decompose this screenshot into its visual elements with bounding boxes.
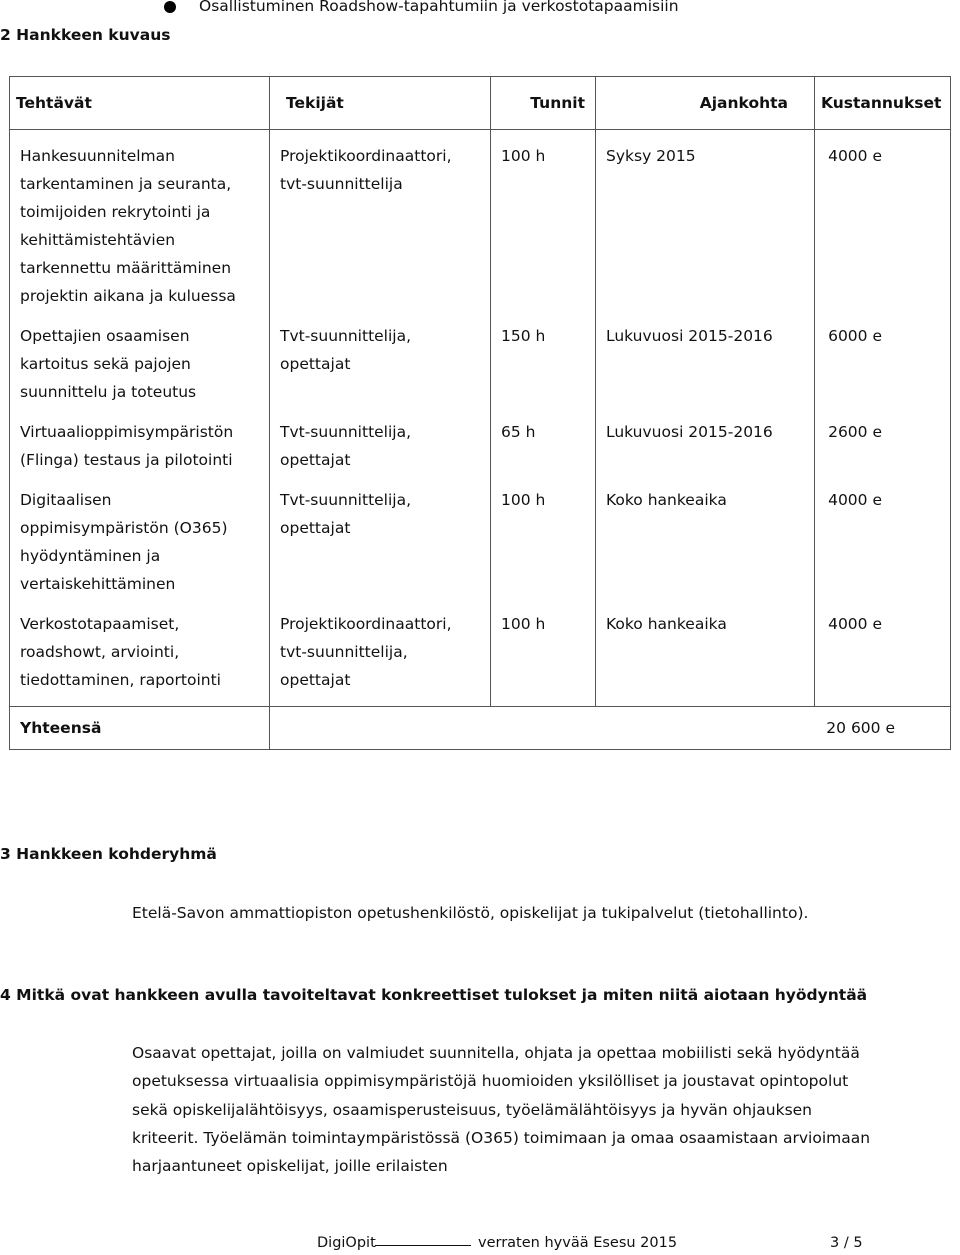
- total-value: 20 600 e: [270, 707, 951, 750]
- time-cell: Lukuvuosi 2015-2016: [596, 418, 815, 486]
- footer-title: DigiOpit: [317, 1235, 376, 1251]
- hours-cell: 100 h: [491, 130, 596, 323]
- task-cell: Hankesuunnitelman tarkentaminen ja seuranta, toimijoiden rekrytointi ja kehittämistehtävien tarkennettu määrittäminen projektin aikana ja kuluessa: [10, 130, 270, 323]
- time-cell: Koko hankeaika: [596, 610, 815, 707]
- hours-cell: 150 h: [491, 322, 596, 418]
- cost-cell: 6000 e: [815, 322, 951, 418]
- time-cell: Syksy 2015: [596, 130, 815, 323]
- section-2-heading: 2 Hankkeen kuvaus: [0, 26, 171, 44]
- table-row: [10, 130, 951, 323]
- table-row: [10, 322, 951, 418]
- hours-cell: 100 h: [491, 486, 596, 610]
- task-cell: Digitaalisen oppimisympäristön (O365) hyödyntäminen ja vertaiskehittäminen: [10, 486, 270, 610]
- makers-cell: Tvt-suunnittelija, opettajat: [270, 486, 491, 610]
- cost-cell: 4000 e: [815, 486, 951, 610]
- table-row: [10, 418, 951, 486]
- task-cell: Virtuaalioppimisympäristön (Flinga) testaus ja pilotointi: [10, 418, 270, 486]
- header-tasks: Tehtävät: [10, 77, 270, 130]
- header-hours: Tunnit: [491, 77, 596, 130]
- header-costs: Kustannukset: [815, 77, 951, 130]
- header-time: Ajankohta: [596, 77, 815, 130]
- section-3-heading: 3 Hankkeen kohderyhmä: [0, 845, 217, 863]
- cost-cell: 2600 e: [815, 418, 951, 486]
- bullet-dot: [164, 1, 176, 13]
- task-cell: Verkostotapaamiset, roadshowt, arviointi, tiedottaminen, raportointi: [10, 610, 270, 707]
- section-4-text: Osaavat opettajat, joilla on valmiudet suunnitella, ohjata ja opettaa mobiilisti sekä hyödyntää opetuksessa virtuaalisia oppimisympäristöjä huomioiden yksilölliset ja joustavat opintopolut sekä opiskelijalähtöisyys, osaamisperusteisuus, työelämälähtöisyys ja hyvän ohjauksen kriteerit. Työelämän toimintaympäristössä (O365) toimimaan ja omaa osaamistaan arvioimaan harjaantuneet opiskelijat, joille erilaisten: [132, 1044, 871, 1176]
- footer-divider: [375, 1245, 471, 1246]
- header-makers: Tekijät: [270, 77, 491, 130]
- table-row: [10, 486, 951, 610]
- footer-tagline: verraten hyvää Esesu 2015: [478, 1235, 678, 1251]
- section-3-text: Etelä-Savon ammattiopiston opetushenkilöstö, opiskelijat ja tukipalvelut (tietohallinto).: [132, 904, 809, 922]
- page-number: 3 / 5: [830, 1235, 863, 1251]
- total-label: Yhteensä: [10, 707, 270, 750]
- time-cell: Lukuvuosi 2015-2016: [596, 322, 815, 418]
- cost-cell: 4000 e: [815, 130, 951, 323]
- table-row: [10, 610, 951, 707]
- time-cell: Koko hankeaika: [596, 486, 815, 610]
- bullet-item: Osallistuminen Roadshow-tapahtumiin ja verkostotapaamisiin: [199, 0, 679, 15]
- table-header-row: [10, 77, 951, 130]
- makers-cell: Tvt-suunnittelija, opettajat: [270, 418, 491, 486]
- work-plan-table: [9, 76, 951, 750]
- hours-cell: 65 h: [491, 418, 596, 486]
- makers-cell: Tvt-suunnittelija, opettajat: [270, 322, 491, 418]
- makers-cell: Projektikoordinaattori, tvt-suunnittelija, opettajat: [270, 610, 491, 707]
- section-4-heading: 4 Mitkä ovat hankkeen avulla tavoiteltavat konkreettiset tulokset ja miten niitä aiotaan hyödyntää: [0, 986, 868, 1004]
- makers-cell: Projektikoordinaattori, tvt-suunnittelija: [270, 130, 491, 323]
- task-cell: Opettajien osaamisen kartoitus sekä pajojen suunnittelu ja toteutus: [10, 322, 270, 418]
- hours-cell: 100 h: [491, 610, 596, 707]
- cost-cell: 4000 e: [815, 610, 951, 707]
- total-row: [10, 707, 951, 750]
